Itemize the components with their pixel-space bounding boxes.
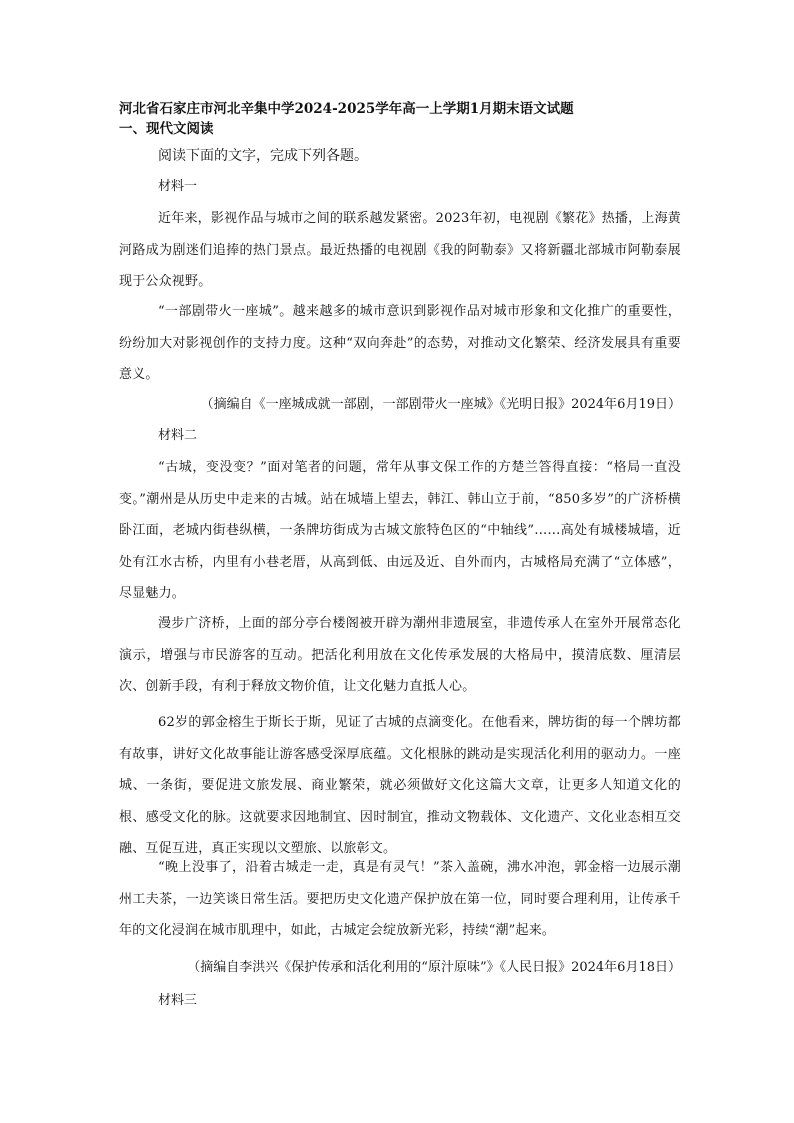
material-3-label: 材料三 — [158, 993, 198, 1008]
material-1-label: 材料一 — [158, 179, 198, 194]
material-2-source: （摘编自李洪兴《保护传承和活化利用的“原汁原味”》《人民日报》2024年6月18日） — [187, 960, 681, 975]
material-2-paragraph: 62岁的郭金榕生于斯长于斯，见证了古城的点滴变化。在他看来，牌坊街的每一个牌坊都有故事，讲好文化故事能让游客感受深厚底蕴。文化根脉的跳动是实现活化利用的驱动力。一座城、一条街，要促进文旅发展、商业繁荣，就必须做好文化这篇大文章，让更多人知道文化的根、感受文化的脉。这就要求因地制宜、因时制宜，推动文物载体、文化遗产、文化业态相互交融、互促互进，真正实现以文塑旅、以旅彰文。 — [119, 715, 681, 856]
material-2-paragraph: “晚上没事了，沿着古城走一走，真是有灵气！”茶入盖碗，沸水冲泡，郭金榕一边展示潮州工夫茶，一边笑谈日常生活。要把历史文化遗产保护放在第一位，同时要合理利用，让传承千年的文化浸润在城市肌理中，如此，古城定会绽放新光彩，持续“潮”起来。 — [119, 860, 681, 938]
material-2-label: 材料二 — [158, 428, 198, 443]
material-2-paragraph: “古城，变没变？”面对笔者的问题，常年从事文保工作的方楚兰答得直接：“格局一直没变。”潮州是从历史中走来的古城。站在城墙上望去，韩江、韩山立于前，“850多岁”的广济桥横卧江面，老城内街巷纵横，一条牌坊街成为古城文旅特色区的“中轴线”……高处有城楼城墙，近处有江水古桥，内里有小巷老厝，从高到低、由远及近、自外而内，古城格局充满了“立体感”，尽显魅力。 — [119, 460, 681, 601]
material-1-paragraph: “一部剧带火一座城”。越来越多的城市意识到影视作品对城市形象和文化推广的重要性，纷纷加大对影视创作的支持力度。这种“双向奔赴”的态势，对推动文化繁荣、经济发展具有重要意义。 — [119, 304, 681, 382]
reading-instruction: 阅读下面的文字，完成下列各题。 — [158, 148, 368, 164]
material-1-paragraph: 近年来，影视作品与城市之间的联系越发紧密。2023年初，电视剧《繁花》热播，上海黄河路成为剧迷们追捧的热门景点。最近热播的电视剧《我的阿勒泰》又将新疆北部城市阿勒泰展现于公众视野。 — [119, 211, 681, 289]
section-heading: 一、现代文阅读 — [119, 121, 214, 137]
material-1-source: （摘编自《一座城成就一部剧，一部剧带火一座城》《光明日报》2024年6月19日） — [200, 397, 681, 412]
document-title: 河北省石家庄市河北辛集中学2024-2025学年高一上学期1月期末语文试题 — [119, 101, 574, 117]
material-2-paragraph: 漫步广济桥，上面的部分亭台楼阁被开辟为潮州非遗展室，非遗传承人在室外开展常态化演示，增强与市民游客的互动。把活化利用放在文化传承发展的大格局中，摸清底数、厘清层次、创新手段，有利于释放文物价值，让文化魅力直抵人心。 — [119, 616, 681, 694]
